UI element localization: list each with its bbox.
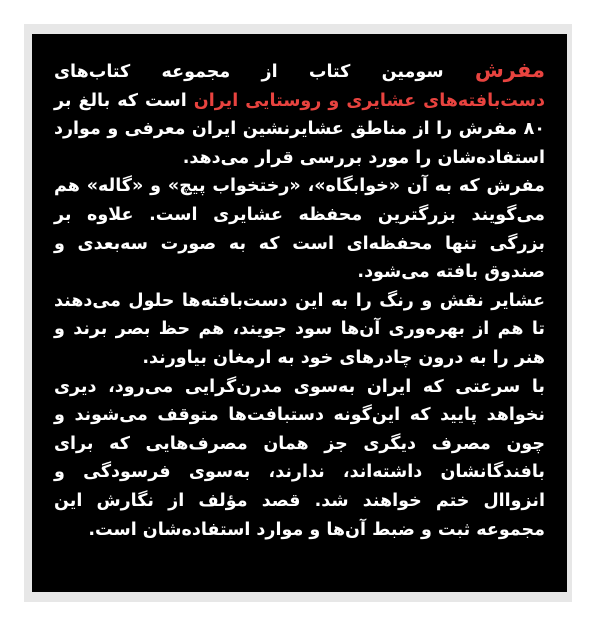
article-body [54, 56, 545, 544]
paragraph-3: عشایر نقش و رنگ را به این دست‌بافته‌ها حلول می‌دهند تا هم از بهره‌وری آن‌ها سود جویند، هم حظ بصر برند و هنر را به درون چادرهای خود به ارمغان بیاورند. [54, 290, 545, 368]
paragraph-1-text-a: سومین کتاب از مجموعه کتاب‌های [54, 62, 475, 82]
paragraph-1 [54, 56, 545, 172]
series-name: دست‌بافته‌های عشایری و روستایی ایران [193, 90, 545, 111]
paragraph-2: مفرش که به آن «خوابگاه»، «رختخواب پیچ» و «گاله» هم می‌گویند بزرگترین محفظه عشایری است. علاوه بر بزرگی تنها محفظه‌ای است که به صورت سه‌بعدی و صندوق بافته می‌شود. [54, 176, 545, 283]
paragraph-1-text-b: است که بالغ بر ۸۰ مفرش را از مناطق عشایرنشین ایران معرفی و موارد استفاده‌شان را مورد بررسی قرار می‌دهد. [54, 90, 545, 168]
article-card [32, 34, 567, 592]
paragraph-4: با سرعتی که ایران به‌سوی مدرن‌گرایی می‌رود، دیری نخواهد پایید که این‌گونه دستبافت‌ها متوقف می‌شوند و چون مصرف دیگری جز همان مصرف‌هایی که برای بافندگانشان داشته‌اند، ندارند، به‌سوی فرسودگی و انزواال ختم خواهند شد. قصد مؤلف از نگارش این مجموعه ثبت و ضبط آن‌ها و موارد استفاده‌شان است. [54, 376, 545, 540]
book-title: مفرش [474, 58, 545, 82]
